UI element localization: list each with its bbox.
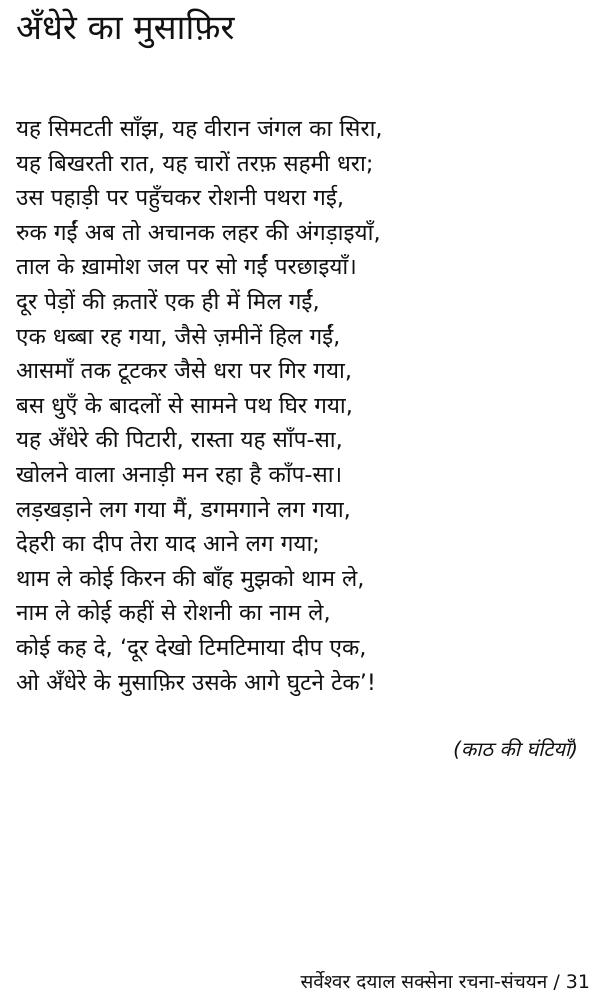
poem-line: ओ अँधेरे के मुसाफ़िर उसके आगे घुटने टेक’! <box>16 669 376 696</box>
poem-body <box>16 112 591 700</box>
poem-line: रुक गईं अब तो अचानक लहर की अंगड़ाइयाँ, <box>16 219 381 246</box>
poem-line: खोलने वाला अनाड़ी मन रहा है काँप-सा। <box>16 461 343 488</box>
page-footer: सर्वेश्वर दयाल सक्सेना रचना-संचयन / 31 <box>300 971 590 993</box>
poem-line: उस पहाड़ी पर पहुँचकर रोशनी पथरा गई, <box>16 185 345 212</box>
poem-line: लड़खड़ाने लग गया मैं, डगमगाने लग गया, <box>16 496 351 523</box>
poem-line: देहरी का दीप तेरा याद आने लग गया; <box>16 531 320 558</box>
poem-line: आसमाँ तक टूटकर जैसे धरा पर गिर गया, <box>16 358 352 385</box>
poem-line: बस धुएँ के बादलों से सामने पथ घिर गया, <box>16 392 353 419</box>
poem-line: दूर पेड़ों की क़तारें एक ही में मिल गईं, <box>16 288 320 315</box>
poem-line: यह अँधेरे की पिटारी, रास्ता यह साँप-सा, <box>16 427 343 454</box>
poem-line: नाम ले कोई कहीं से रोशनी का नाम ले, <box>16 600 331 627</box>
poem-line: यह सिमटती साँझ, यह वीरान जंगल का सिरा, <box>16 116 383 142</box>
poem-line: ताल के ख़ामोश जल पर सो गईं परछाइयाँ। <box>16 254 357 281</box>
poem-line: थाम ले कोई किरन की बाँह मुझको थाम ले, <box>16 565 365 592</box>
poem-line: एक धब्बा रह गया, जैसे ज़मीनें हिल गईं, <box>16 323 341 350</box>
poem-line: कोई कह दे, ‘दूर देखो टिमटिमाया दीप एक, <box>16 634 367 661</box>
source-note: (काठ की घंटियाँ) <box>453 737 578 761</box>
page-title: अँधेरे का मुसाफ़िर <box>16 8 235 48</box>
poem-line: यह बिखरती रात, यह चारों तरफ़ सहमी धरा; <box>16 150 374 177</box>
